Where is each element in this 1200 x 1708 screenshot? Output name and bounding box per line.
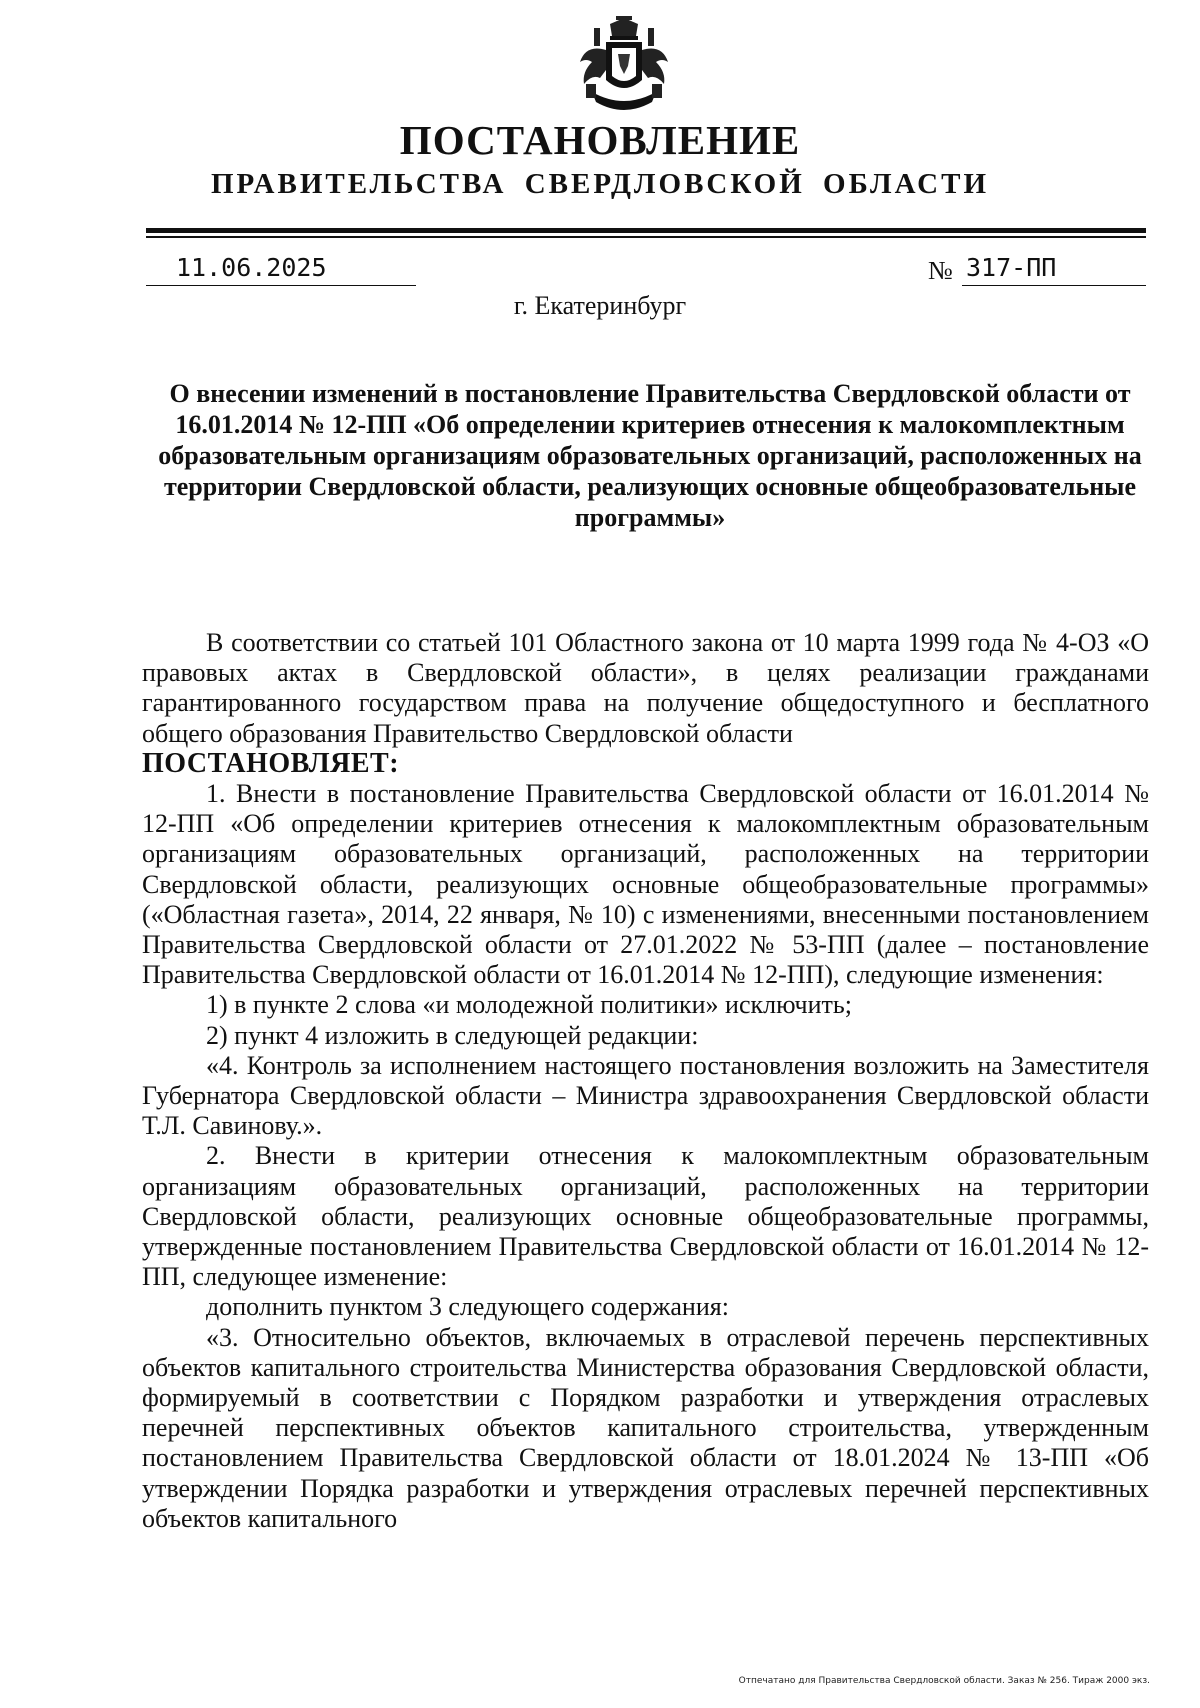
preamble-paragraph: В соответствии со статьей 101 Областного закона от 10 марта 1999 года № 4-ОЗ «О правовых актах в Свердловской области», в целях реализации гражданами гарантированного государством права на получение общедоступного и бесплатного общего образования Правительство Свердловской области (142, 628, 1149, 748)
decree-keyword (142, 749, 1149, 779)
header-rule-thick (146, 228, 1146, 233)
clause-1-subitem-1: 1) в пункте 2 слова «и молодежной политики» исключить; (206, 990, 852, 1020)
clause-2-paragraph: 2. Внести в критерии отнесения к малокомплектным образовательным организациям образовательных организаций, расположенных на территории Свердловской области, реализующих основные общеобразовательные программы, утвержденные постановлением Правительства Свердловской области от 16.01.2014 № 12-ПП, следующее изменение: (142, 1141, 1149, 1292)
document-body (142, 628, 1149, 1534)
city-line: г. Екатеринбург (513, 291, 687, 320)
number-sign: № (928, 256, 953, 285)
clause-1-quoted-text: «4. Контроль за исполнением настоящего постановления возложить на Заместителя Губернатора Свердловской области – Министра здравоохранения Свердловской области Т.Л. Савинову.». (142, 1050, 1149, 1141)
coat-of-arms-icon (572, 14, 676, 122)
document-date: 11.06.2025 (146, 252, 416, 286)
print-footer: Отпечатано для Правительства Свердловской области. Заказ № 256. Тираж 2000 экз. (738, 1676, 1150, 1686)
decree-label: ПОСТАНОВЛЯЕТ: (142, 747, 400, 779)
clause-1-subitem-2: 2) пункт 4 изложить в следующей редакции: (206, 1020, 699, 1050)
document-number: 317-ПП (962, 252, 1146, 286)
document-title: ПОСТАНОВЛЕНИЕ (399, 117, 801, 163)
header-rule-thin (146, 236, 1146, 238)
clause-2-subitem: дополнить пунктом 3 следующего содержания: (206, 1292, 729, 1322)
clause-2-quoted-text: «3. Относительно объектов, включаемых в отраслевой перечень перспективных объектов капитального строительства Министерства образования Свердловской области, формируемый в соответствии с Порядком разработки и утверждения отраслевых перечней перспективных объектов капитального строительства, утвержденным постановлением Правительства Свердловской области от 18.01.2024 № 13-ПП «Об утверждении Порядка разработки и утверждения отраслевых перечней перспективных объектов капитального (142, 1322, 1149, 1533)
clause-1-paragraph: 1. Внести в постановление Правительства Свердловской области от 16.01.2014 № 12-ПП «Об определении критериев отнесения к малокомплектным образовательным организациям образовательных организаций, расположенных на территории Свердловской области, реализующих основные общеобразовательные программы» («Областная газета», 2014, 22 января, № 10) с изменениями, внесенными постановлением Правительства Свердловской области от 27.01.2022 № 53-ПП (далее – постановление Правительства Свердловской области от 16.01.2014 № 12-ПП), следующие изменения: (142, 779, 1149, 990)
issuing-authority: ПРАВИТЕЛЬСТВА СВЕРДЛОВСКОЙ ОБЛАСТИ (210, 168, 990, 200)
document-subject: О внесении изменений в постановление Правительства Свердловской области от 16.01.2014 № 12-ПП «Об определении критериев отнесения к малокомплектным образовательным организациям образовательных организаций, расположенных на территории Свердловской области, реализующих основные общеобразовательные программы» (158, 379, 1142, 532)
